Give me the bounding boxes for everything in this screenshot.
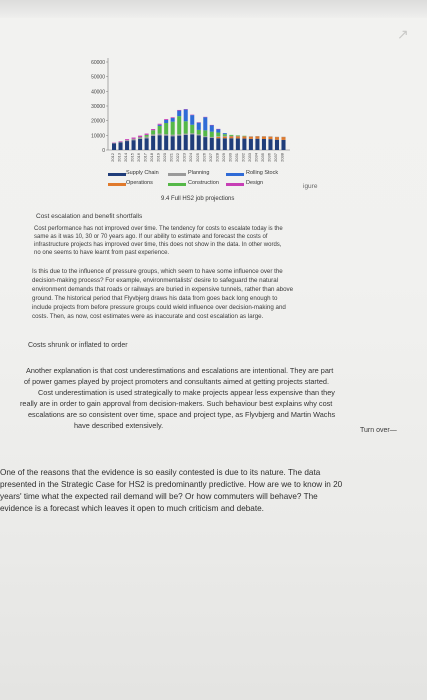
bar-segment	[171, 117, 175, 118]
bar-segment	[203, 137, 207, 150]
bar-segment	[210, 125, 214, 132]
bar-segment	[190, 133, 194, 134]
bar-segment	[158, 135, 162, 150]
bar-segment	[249, 137, 253, 139]
x-tick-label: 2038	[279, 153, 285, 162]
bar-segment	[177, 134, 181, 135]
y-tick-label: 0	[102, 148, 105, 154]
bar-segment	[275, 140, 279, 150]
paragraph-2-line: environment demands that roads or railways are buried in expensive tunnels, rather than above	[32, 286, 294, 293]
paragraph-4-line: presented in the Strategic Case for HS2 is predominantly predictive. How are we to know in 20	[0, 480, 343, 489]
bar-segment	[158, 126, 162, 134]
paragraph-2-line: decision-making process? For example, environmentalists' desire to safeguard the natural	[32, 277, 279, 284]
y-tick-label: 20000	[91, 118, 105, 125]
bar-segment	[255, 139, 259, 150]
y-tick-label: 30000	[91, 104, 105, 110]
bar-segment	[216, 138, 220, 150]
legend-swatch-supply-chain	[108, 173, 126, 176]
paragraph-3-line: escalations are so consistent over time, space and project type, as Flyvbjerg and Martin Wachs	[28, 410, 336, 419]
bar-segment	[125, 141, 129, 150]
bar-segment	[210, 138, 214, 150]
paragraph-1-line: no one seems to have learnt from past experience.	[34, 250, 170, 256]
y-tick-label: 10000	[91, 133, 105, 140]
paragraph-1-line: infrastructure projects has improved over time, this does not show in the data. In other words,	[34, 242, 282, 248]
turn-over-note: Turn over—	[360, 427, 397, 434]
bar-segment	[216, 136, 220, 137]
x-tick-label: 2016	[136, 153, 142, 162]
bar-segment	[242, 139, 246, 150]
x-tick-label: 2018	[149, 153, 155, 162]
x-tick-label: 2012	[110, 153, 116, 162]
bar-segment	[164, 123, 168, 134]
bar-segment	[119, 142, 123, 143]
bar-segment	[229, 138, 233, 150]
legend-label-supply-chain: Supply Chain	[126, 170, 159, 176]
bar-segment	[171, 118, 175, 122]
bar-segment	[203, 130, 207, 136]
bar-segment	[145, 135, 149, 137]
x-tick-label: 2013	[116, 153, 122, 162]
x-tick-label: 2020	[162, 153, 168, 162]
bar-segment	[229, 135, 233, 136]
paragraph-3-line: Cost underestimation is used strategically to make projects appear less expensive than they	[38, 388, 335, 397]
bar-segment	[190, 125, 194, 134]
bar-segment	[158, 134, 162, 136]
bar-segment	[145, 134, 149, 135]
bar-segment	[145, 137, 149, 139]
bar-segment	[216, 129, 220, 133]
bar-segment	[249, 139, 253, 150]
paragraph-3-line: Another explanation is that cost underestimations and escalations are intentional. They are part	[26, 366, 334, 375]
legend-swatch-design	[226, 183, 244, 186]
bar-segment	[138, 136, 142, 137]
bar-segment	[281, 140, 285, 150]
bar-segment	[190, 115, 194, 125]
bar-segment	[197, 123, 201, 130]
bar-segment	[171, 122, 175, 135]
chart-caption: 9.4 Full HS2 job projections	[161, 196, 235, 202]
x-tick-label: 2017	[142, 153, 148, 162]
x-tick-label: 2036	[266, 153, 272, 162]
x-tick-label: 2023	[181, 153, 187, 162]
sheet-top-edge	[0, 0, 427, 18]
bar-segment	[203, 136, 207, 137]
paragraph-3-line: really are in order to gain approval from decision-makers. Such behaviour best explains why cost	[20, 399, 333, 408]
x-tick-label: 2022	[175, 153, 181, 162]
bar-segment	[236, 136, 240, 137]
bar-segment	[184, 121, 188, 133]
x-tick-label: 2033	[246, 153, 252, 162]
bar-segment	[177, 136, 181, 150]
bar-segment	[125, 140, 129, 141]
legend-swatch-operations	[108, 183, 126, 186]
bar-segment	[236, 138, 240, 150]
bar-segment	[229, 136, 233, 137]
bar-segment	[255, 136, 259, 138]
paragraph-4-line: evidence is a forecast which leaves it open to much criticism and debate.	[0, 504, 264, 513]
paragraph-1-line: Cost performance has not improved over time. The tendency for costs to escalate today is the	[34, 226, 283, 232]
bar-segment	[210, 137, 214, 138]
y-tick-label: 50000	[91, 74, 105, 81]
x-tick-label: 2029	[220, 153, 226, 162]
bar-segment	[281, 137, 285, 140]
bar-segment	[262, 137, 266, 139]
paragraph-3-line: have described extensively.	[74, 421, 164, 430]
bar-segment	[216, 137, 220, 138]
legend-label-design: Design	[246, 180, 264, 186]
bar-segment	[223, 134, 227, 136]
bar-segment	[197, 135, 201, 150]
bar-segment	[171, 135, 175, 136]
bar-segment	[138, 137, 142, 138]
bar-segment	[203, 117, 207, 130]
bar-segment	[268, 137, 272, 140]
x-tick-label: 2027	[207, 153, 213, 162]
bar-segment	[223, 136, 227, 137]
x-tick-label: 2035	[259, 153, 265, 162]
bar-segment	[184, 110, 188, 122]
x-tick-label: 2034	[253, 153, 259, 162]
bar-segment	[268, 139, 272, 150]
bar-segment	[223, 133, 227, 134]
bar-segment	[197, 134, 201, 135]
paragraph-1-line: same as it was 10, 30 or 70 years ago. If our ability to estimate and forecast the costs of	[34, 234, 268, 240]
heading-cost-escalation: Cost escalation and benefit shortfalls	[36, 213, 143, 220]
bar-segment	[275, 137, 279, 140]
bar-segment	[151, 129, 155, 130]
x-tick-label: 2031	[233, 153, 239, 162]
bar-segment	[119, 141, 123, 142]
x-tick-label: 2015	[129, 153, 135, 162]
legend-swatch-planning	[168, 173, 186, 176]
paragraph-4-line: years' time what the expected rail demand will be? Or how commuters will behave? The	[0, 492, 318, 501]
x-tick-label: 2028	[214, 153, 220, 162]
bar-segment	[229, 137, 233, 139]
paragraph-2-line: costs. Then, as now, cost estimates were as inaccurate and cost escalation as large.	[32, 313, 264, 320]
bar-segment	[177, 110, 181, 111]
bar-segment	[132, 139, 136, 140]
bar-segment	[158, 125, 162, 126]
bar-segment	[132, 138, 136, 139]
bar-segment	[190, 134, 194, 150]
paragraph-2-line: ground. The historical period that Flyvbjerg draws his data from goes back long enough to	[32, 295, 278, 302]
bar-segment	[210, 132, 214, 137]
bar-segment	[132, 140, 136, 150]
x-tick-label: 2030	[227, 153, 233, 162]
bar-segment	[119, 142, 123, 150]
bar-segment	[177, 116, 181, 134]
legend-swatch-construction	[168, 183, 186, 186]
bar-segment	[164, 120, 168, 123]
bar-segment	[151, 136, 155, 150]
bar-segment	[151, 134, 155, 136]
x-tick-label: 2014	[123, 153, 129, 162]
x-tick-label: 2025	[194, 153, 200, 162]
x-tick-label: 2021	[168, 153, 174, 162]
bar-segment	[112, 143, 116, 150]
bar-segment	[177, 111, 181, 117]
legend-label-operations: Operations	[126, 180, 153, 186]
bar-segment	[236, 135, 240, 136]
bar-segment	[223, 138, 227, 150]
bar-segment	[242, 137, 246, 139]
bar-segment	[216, 133, 220, 137]
bar-segment	[164, 136, 168, 150]
y-tick-label: 40000	[91, 89, 105, 96]
x-tick-label: 2032	[240, 153, 246, 162]
bar-segment	[223, 137, 227, 139]
legend-label-construction: Construction	[188, 180, 219, 186]
paragraph-4-line: One of the reasons that the evidence is so easily contested is due to its nature. The data	[0, 468, 321, 477]
bar-segment	[145, 138, 149, 150]
y-tick-label: 60000	[91, 60, 105, 66]
legend-label-rolling-stock: Rolling Stock	[246, 170, 279, 176]
x-tick-label: 2026	[201, 153, 207, 162]
paragraph-2-line: Is this due to the influence of pressure groups, which seem to have some influence over the	[32, 268, 283, 275]
bar-segment	[125, 139, 129, 140]
x-tick-label: 2024	[188, 153, 194, 162]
bar-segment	[184, 134, 188, 135]
bar-segment	[184, 135, 188, 150]
legend-label-planning: Planning	[188, 170, 210, 176]
bar-segment	[151, 130, 155, 134]
x-tick-label: 2037	[272, 153, 278, 162]
bar-segment	[164, 119, 168, 120]
paragraph-2-line: include projects from before pressure groups could wield influence over decision-making and	[32, 304, 286, 311]
expand-icon: ↗	[397, 26, 409, 42]
bar-segment	[138, 139, 142, 150]
bar-segment	[197, 130, 201, 134]
bar-segment	[164, 134, 168, 135]
bar-segment	[171, 136, 175, 150]
bar-segment	[262, 139, 266, 150]
bar-segment	[236, 137, 240, 139]
figure-tag: igure	[303, 183, 318, 190]
bar-segment	[158, 124, 162, 125]
x-tick-label: 2019	[155, 153, 161, 162]
legend-swatch-rolling-stock	[226, 173, 244, 176]
heading-costs-shrunk: Costs shrunk or inflated to order	[28, 342, 128, 349]
paragraph-3-line: of power games played by project promoters and consultants aimed at getting projects started.	[24, 377, 330, 386]
